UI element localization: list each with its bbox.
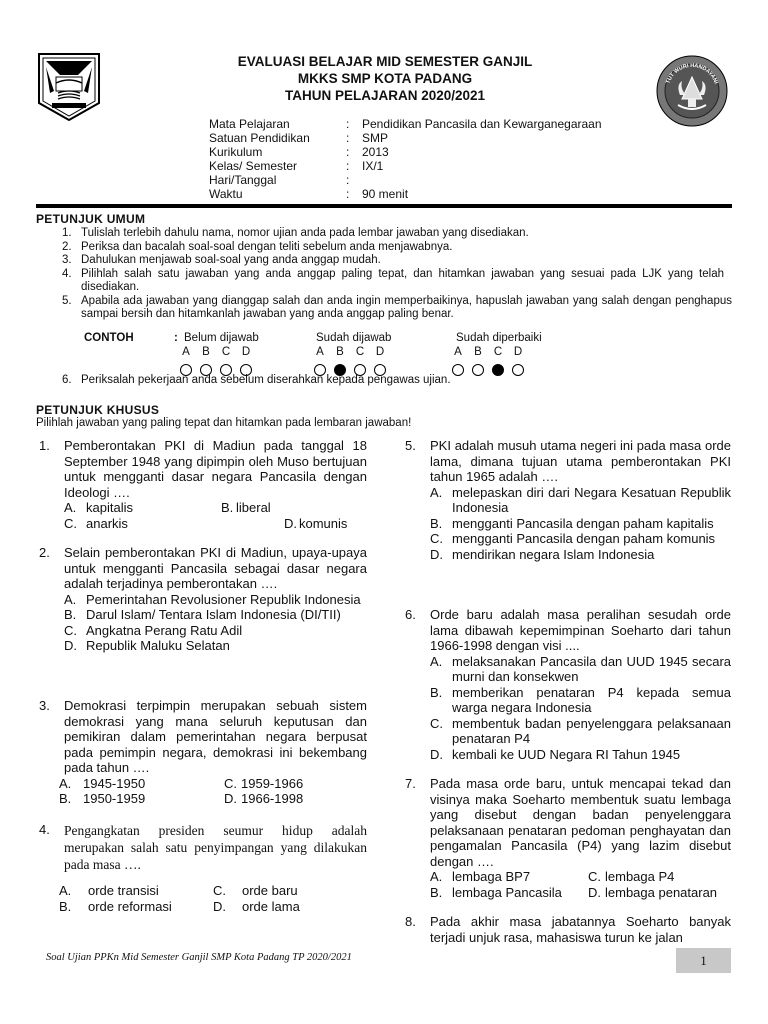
question-text: Demokrasi terpimpin merupakan sebuah sistem demokrasi yang mana seluruh keputusan dan pemikiran dalam pemerintahan negara berpusat pada pemimpin negara, demokrasi ini bekembang pada tahun ….: [64, 698, 367, 775]
question-number: 2.: [39, 545, 50, 560]
example-answered-label: Sudah dijawab: [316, 332, 392, 344]
question-4: 4. Pengangkatan presiden seumur hidup adalah merupakan salah satu penyimpangan yang dilakukan pada masa …. A. orde transisi C. orde baru B. orde reformasi D. orde lama: [39, 822, 367, 914]
info-value-curriculum: 2013: [362, 145, 389, 159]
option-text: 1945-1950: [83, 775, 146, 791]
example-letters-3: A B C D: [454, 346, 523, 358]
question-number: 6.: [405, 607, 416, 622]
option-text: kembali ke UUD Negara RI Tahun 1945: [452, 746, 681, 762]
info-row-school-unit: Satuan Pendidikan : SMP: [209, 131, 389, 145]
question-1: 1. Pemberontakan PKI di Madiun pada tanggal 18 September 1948 yang dipimpin oleh Muso bertujuan untuk mengganti dasar negara Pancasila dengan Ideologi …. A. kapitalis B. liberal C. anarkis D. komunis: [39, 438, 367, 531]
option-text: Darul Islam/ Tentara Islam Indonesia (DI/TII): [86, 607, 341, 622]
option-text: Angkatna Perang Ratu Adil: [86, 622, 243, 638]
example-corrected-label: Sudah diperbaiki: [456, 332, 542, 344]
option-text: orde baru: [242, 883, 298, 898]
option-text: lembaga penataran: [605, 884, 718, 900]
svg-text:TUT WURI HANDAYANI: TUT WURI HANDAYANI: [665, 62, 719, 85]
option-text: Republik Maluku Selatan: [86, 638, 230, 653]
info-row-class-semester: Kelas/ Semester : IX/1: [209, 159, 384, 173]
list-item: 2. Periksa dan bacalah soal-soal dengan teliti sebelum anda menjawabnya.: [62, 240, 453, 253]
question-text: PKI adalah musuh utama negeri ini pada masa orde lama, dimana tujuan utama pemberontakan PKI tahun 1965 adalah ….: [430, 438, 731, 484]
option-text: liberal: [236, 500, 271, 515]
specific-instructions-text: Pilihlah jawaban yang paling tepat dan hitamkan pada lembaran jawaban!: [36, 417, 412, 429]
option-text: membentuk badan penyelenggara pelaksanaan penataran P4: [452, 715, 731, 746]
example-label: CONTOH: [84, 332, 134, 344]
specific-instructions-heading: PETUNJUK KHUSUS: [36, 403, 160, 417]
option-text: 1966-1998: [241, 791, 304, 806]
option-d: D. kembali ke UUD Negara RI Tahun 1945: [430, 747, 731, 763]
option-d: D. Republik Maluku Selatan: [64, 638, 367, 654]
info-row-date: Hari/Tanggal :: [209, 173, 350, 187]
list-item: 3. Dahulukan menjawab soal-soal yang anda anggap mudah.: [62, 254, 381, 266]
tut-wuri-handayani-logo: [656, 55, 728, 127]
general-instructions-item-6: 6. Periksalah pekerjaan anda sebelum diserahkan kepada pengawas ujian.: [62, 374, 451, 386]
option-text: kapitalis: [86, 500, 133, 515]
option-text: memberikan penataran P4 kepada semua warga negara Indonesia: [452, 684, 731, 715]
question-text: Orde baru adalah masa peralihan sesudah orde lama dibawah kepemimpinan Soeharto dari tahun 1966-1998 dengan visi ....: [430, 607, 731, 653]
question-number: 7.: [405, 776, 416, 791]
info-value-subject: Pendidikan Pancasila dan Kewarganegaraan: [362, 117, 602, 131]
info-row-curriculum: Kurikulum : 2013: [209, 145, 389, 159]
info-value-school-unit: SMP: [362, 131, 389, 145]
option-a: A. melaksanakan Pancasila dan UUD 1945 secara murni dan konsekwen: [430, 653, 731, 684]
question-number: 5.: [405, 438, 416, 453]
list-item: 1. Tulislah terlebih dahulu nama, nomor ujian anda pada lembar jawaban yang disediakan.: [62, 227, 529, 239]
example-letters-1: A B C D: [182, 346, 251, 358]
question-8: [405, 914, 731, 945]
option-text: 1959-1966: [241, 775, 304, 791]
option-a: A. melepaskan diri dari Negara Kesatuan Republik Indonesia: [430, 484, 731, 515]
option-text: melaksanakan Pancasila dan UUD 1945 secara murni dan konsekwen: [452, 653, 731, 684]
question-5: [405, 438, 731, 562]
option-text: mengganti Pancasila dengan paham kapitalis: [452, 515, 714, 531]
info-row-time: Waktu : 90 menit: [209, 187, 409, 201]
example-colon: :: [174, 332, 178, 344]
header-divider: [36, 204, 732, 208]
exam-title-line1: EVALUASI BELAJAR MID SEMESTER GANJIL: [237, 54, 533, 69]
option-b: B. mengganti Pancasila dengan paham kapitalis: [430, 516, 731, 532]
question-text: Pemberontakan PKI di Madiun pada tanggal 18 September 1948 yang dipimpin oleh Muso bertujuan untuk mengganti dasar negara Pancasila dengan Ideologi ….: [64, 438, 367, 500]
info-row-subject: Mata Pelajaran : Pendidikan Pancasila dan Kewarganegaraan: [209, 117, 602, 131]
option-b: B. memberikan penataran P4 kepada semua warga negara Indonesia: [430, 684, 731, 715]
option-d: D. mendirikan negara Islam Indonesia: [430, 547, 731, 563]
question-number: 1.: [39, 438, 50, 453]
option-text: Pemerintahan Revolusioner Republik Indonesia: [86, 591, 361, 607]
option-text: anarkis: [86, 515, 128, 531]
page-footer: Soal Ujian PPKn Mid Semester Ganjil SMP Kota Padang TP 2020/2021: [46, 952, 352, 963]
padang-emblem-logo: [38, 53, 100, 121]
question-number: 4.: [39, 822, 50, 837]
option-text: melepaskan diri dari Negara Kesatuan Republik Indonesia: [452, 484, 731, 515]
list-item: 4. Pilihlah salah satu jawaban yang anda anggap paling tepat, dan hitamkan jawaban yang sesuai pada LJK yang telah disediakan.: [62, 267, 724, 293]
general-instructions-list: [62, 227, 732, 322]
question-text: Selain pemberontakan PKI di Madiun, upaya-upaya untuk mengganti Pancasila sebagai dasar negara adalah terjadinya pemberontakan ….: [64, 545, 367, 591]
option-c: C. membentuk badan penyelenggara pelaksanaan penataran P4: [430, 715, 731, 746]
question-7: 7. Pada masa orde baru, untuk mencapai tekad dan visinya maka Soeharto membentuk suatu lembaga yang disebut dengan badan penyelenggara pelaksanaan penataran pedoman penghayatan dan pengamalan Pancasila (P4) yang lazim disebut dengan …. A. lembaga BP7 C. lembaga P4 B. lembaga Pancasila D. lembaga penataran: [405, 776, 731, 900]
option-c: C. Angkatna Perang Ratu Adil: [64, 623, 367, 639]
option-text: lembaga P4: [605, 869, 675, 884]
info-value-time: 90 menit: [362, 187, 409, 201]
question-6: [405, 607, 731, 762]
question-text: Pada masa orde baru, untuk mencapai tekad dan visinya maka Soeharto membentuk suatu lembaga yang disebut dengan badan penyelenggara pelaksanaan penataran pedoman penghayatan dan pengamalan Pancasila (P4) yang lazim disebut dengan ….: [430, 776, 731, 869]
option-a: A. Pemerintahan Revolusioner Republik Indonesia: [64, 592, 367, 608]
exam-title-line3: TAHUN PELAJARAN 2020/2021: [284, 88, 486, 103]
question-number: 3.: [39, 698, 50, 713]
page-number: 1: [676, 948, 731, 973]
option-text: lembaga Pancasila: [452, 884, 562, 900]
question-2: [39, 545, 367, 654]
list-item: 5. Apabila ada jawaban yang dianggap salah dan anda ingin memperbaikinya, hapuslah jawaban yang salah dengan penghapus sampai bersih dan hitamkanlah jawaban yang anda anggap paling benar.: [62, 294, 732, 320]
question-number: 8.: [405, 914, 416, 929]
option-text: mendirikan negara Islam Indonesia: [452, 546, 655, 562]
question-text: Pengangkatan presiden seumur hidup adalah merupakan salah satu penyimpangan yang dilakukan pada masa ….: [64, 823, 367, 872]
question-3: 3. Demokrasi terpimpin merupakan sebuah sistem demokrasi yang mana seluruh keputusan dan pemikiran dalam pemerintahan negara berpusat pada pemimpin negara, demokrasi ini bekembang pada tahun …. A. 1945-1950 C. 1959-1966 B. 1950-1959 D. 1966-1998: [39, 698, 367, 806]
option-text: orde transisi: [88, 883, 159, 898]
exam-title-line2: MKKS SMP KOTA PADANG: [297, 71, 473, 86]
info-value-class-semester: IX/1: [362, 159, 384, 173]
option-c: C. mengganti Pancasila dengan paham komunis: [430, 531, 731, 547]
option-text: komunis: [299, 515, 348, 531]
question-text: Pada akhir masa jabatannya Soeharto banyak terjadi unjuk rasa, mahasiswa turun ke jalan: [430, 914, 731, 945]
option-text: 1950-1959: [83, 791, 146, 806]
option-text: orde lama: [242, 898, 300, 914]
exam-info-table: [209, 117, 602, 201]
option-text: lembaga BP7: [452, 869, 531, 884]
option-text: orde reformasi: [88, 898, 172, 914]
option-text: mengganti Pancasila dengan paham komunis: [452, 531, 716, 546]
example-unanswered-label: Belum dijawab: [184, 332, 259, 344]
general-instructions-heading: PETUNJUK UMUM: [36, 212, 146, 226]
option-b: B. Darul Islam/ Tentara Islam Indonesia (DI/TII): [64, 607, 367, 623]
example-letters-2: A B C D: [316, 346, 385, 358]
